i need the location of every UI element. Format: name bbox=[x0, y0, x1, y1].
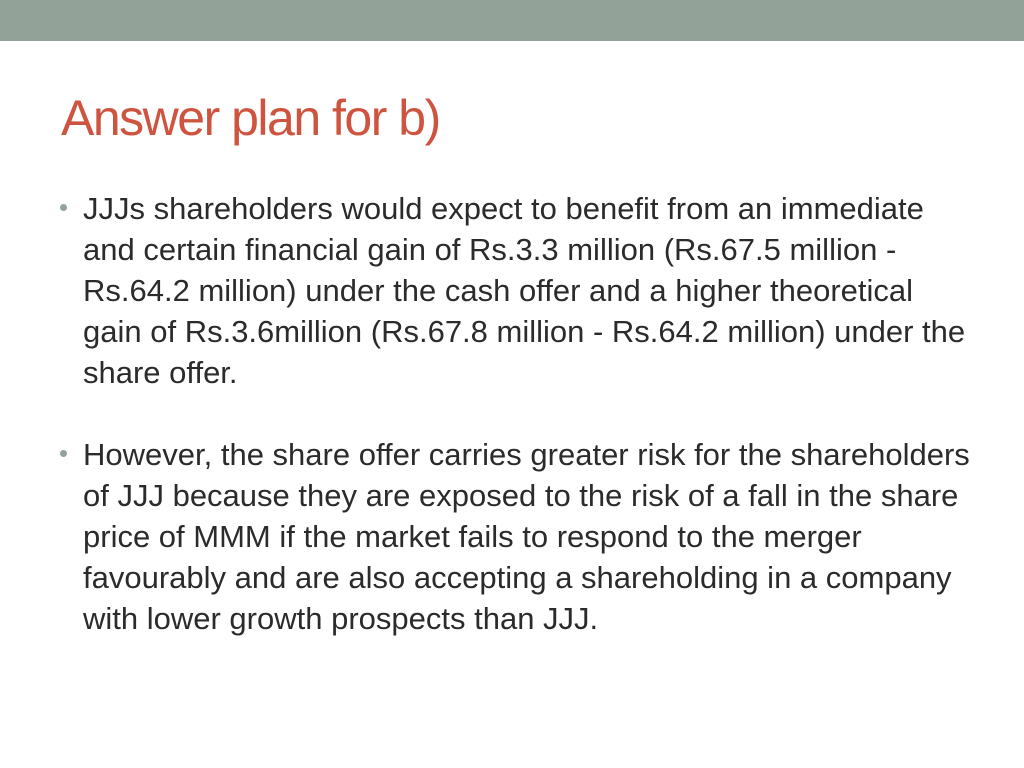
bullet-item bbox=[60, 434, 970, 639]
bullet-text: JJJs shareholders would expect to benefit from an immediate and certain financial gain of Rs.3.3 million (Rs.67.5 million - Rs.64.2 million) under the cash offer and a higher theoretical gain of Rs.3.6million (Rs.67.8 million - Rs.64.2 million) under the share offer. bbox=[83, 191, 966, 390]
bullet-text: However, the share offer carries greater risk for the shareholders of JJJ because they are exposed to the risk of a fall in the share price of MMM if the market fails to respond to the merger favourably and are also accepting a shareholding in a company with lower growth prospects than JJJ. bbox=[83, 437, 970, 636]
bullet-list bbox=[60, 188, 970, 639]
bullet-item bbox=[60, 188, 970, 393]
bullet-marker-icon bbox=[60, 450, 67, 457]
bullet-marker-icon bbox=[60, 204, 67, 211]
slide-title: Answer plan for b) bbox=[61, 90, 440, 146]
top-accent-bar bbox=[0, 0, 1024, 41]
